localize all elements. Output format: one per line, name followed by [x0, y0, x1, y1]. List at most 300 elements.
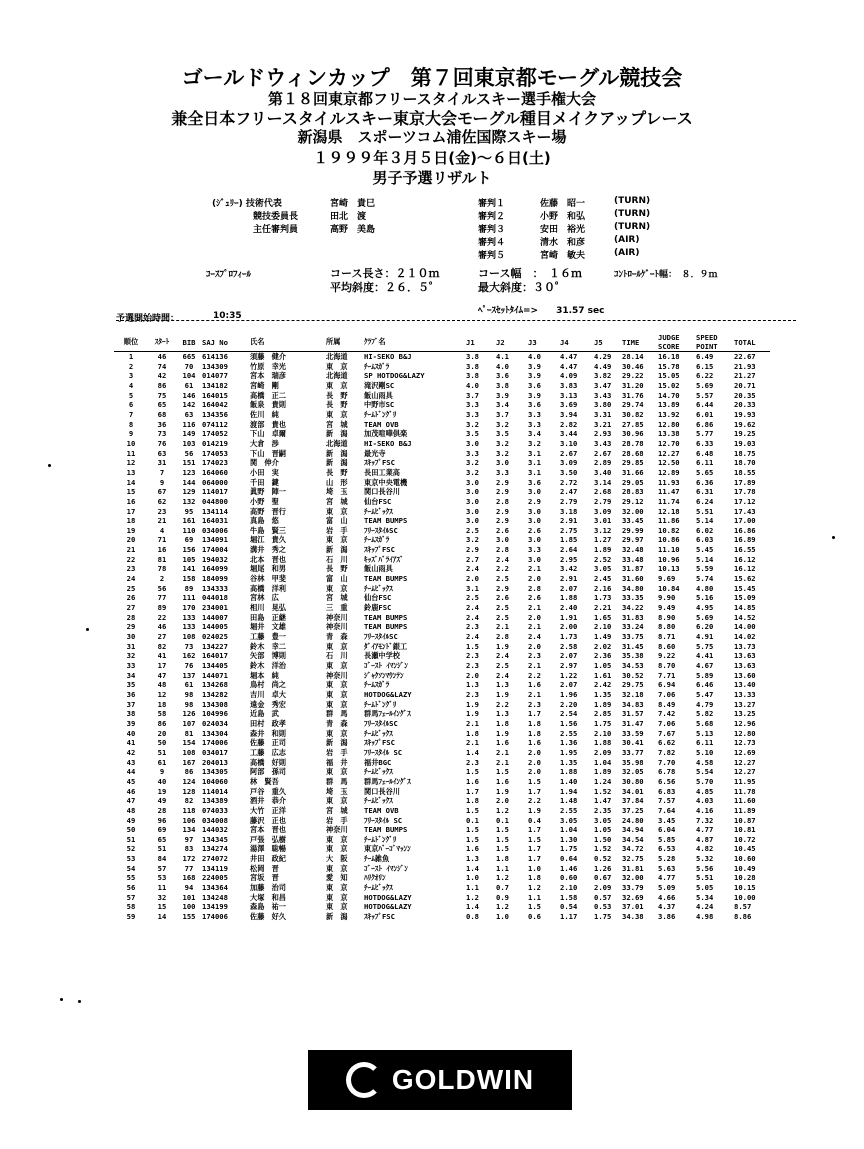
cell-pref: 北海道 [326, 371, 348, 381]
cell-judge-score: 3.86 [658, 912, 676, 922]
cell-total: 13.25 [734, 709, 756, 719]
cell-j4: 1.94 [560, 786, 578, 796]
cell-j3: 2.3 [528, 699, 541, 709]
cell-j3: 2.0 [528, 641, 541, 651]
cell-j5: 3.21 [594, 419, 612, 429]
cell-speed-point: 5.65 [696, 467, 714, 477]
cell-speed-point: 5.74 [696, 574, 714, 584]
cell-j5: 2.67 [594, 448, 612, 458]
cell-judge-score: 12.50 [658, 458, 680, 468]
cell-time: 28.68 [622, 448, 644, 458]
cell-time: 34.38 [622, 912, 644, 922]
cell-total: 14.02 [734, 632, 756, 642]
cell-bib: 128 [182, 786, 196, 796]
table-row [114, 400, 770, 410]
cell-pref: 富 山 [326, 574, 348, 584]
cell-j4: 0.64 [560, 854, 578, 864]
cell-saj-no: 274072 [202, 854, 228, 864]
cell-pref: 東 京 [326, 883, 348, 893]
cell-total: 15.09 [734, 593, 756, 603]
cell-rank: 11 [126, 448, 136, 458]
cell-time: 33.79 [622, 883, 644, 893]
cell-speed-point: 5.89 [696, 670, 714, 680]
cell-start: 84 [157, 854, 167, 864]
cell-j5: 4.49 [594, 361, 612, 371]
cell-club: ﾌﾘｰｽﾀｲﾙ SC [364, 747, 403, 757]
cell-speed-point: 4.77 [696, 825, 714, 835]
cell-j2: 2.1 [496, 747, 509, 757]
cell-bib: 129 [182, 487, 196, 497]
cell-name: 大倉 渉 [250, 438, 279, 448]
judge-label: 審判４ [478, 238, 506, 248]
cell-judge-score: 6.56 [658, 776, 676, 786]
cell-name: 田村 政孝 [250, 718, 286, 728]
cell-speed-point: 6.49 [696, 352, 714, 361]
cell-j4: 1.95 [560, 747, 578, 757]
cell-j1: 2.3 [466, 757, 479, 767]
cell-j4: 3.09 [560, 458, 578, 468]
col-total: TOTAL [734, 333, 770, 352]
cell-pref: 東 京 [326, 535, 348, 545]
cell-start: 51 [157, 844, 167, 854]
cell-speed-point: 5.75 [696, 641, 714, 651]
cell-name: 近島 武 [250, 709, 279, 719]
course-profile-label: ｺｰｽﾌﾟﾛﾌｨｰﾙ [206, 270, 252, 280]
table-row [114, 564, 770, 574]
cell-bib: 94 [184, 883, 194, 893]
cell-club: ﾁｰﾑﾋﾞｯｸｽ [364, 767, 393, 777]
cell-rank: 17 [126, 506, 136, 516]
cell-j3: 2.1 [528, 564, 541, 574]
cell-name: 関 伸介 [250, 458, 279, 468]
cell-start: 12 [157, 689, 167, 699]
cell-j5: 1.24 [594, 776, 612, 786]
cell-time: 37.01 [622, 902, 644, 912]
cell-saj-no: 014219 [202, 438, 228, 448]
cell-speed-point: 4.24 [696, 902, 714, 912]
cell-j3: 1.7 [528, 786, 541, 796]
cell-club: 東京中央電機 [364, 477, 408, 487]
cell-j5: 2.16 [594, 583, 612, 593]
cell-rank: 3 [128, 371, 134, 381]
cell-j2: 1.9 [496, 728, 509, 738]
cell-j4: 3.13 [560, 390, 578, 400]
cell-time: 37.25 [622, 805, 644, 815]
cell-j1: 1.9 [466, 709, 479, 719]
cell-start: 78 [157, 564, 167, 574]
cell-club: ｽｷｯﾌﾟFSC [364, 738, 395, 748]
cell-pref: 青 森 [326, 632, 348, 642]
cell-total: 18.55 [734, 467, 756, 477]
table-row [114, 883, 770, 893]
cell-name: 小野 聖 [250, 496, 279, 506]
cell-speed-point: 5.51 [696, 873, 714, 883]
cell-club: 仙台FSC [364, 496, 392, 506]
cell-j1: 1.4 [466, 902, 479, 912]
cell-name: 高橋 正二 [250, 390, 286, 400]
cell-club: TEAM BUMPS [364, 574, 408, 584]
cell-pref: 山 形 [326, 477, 348, 487]
cell-speed-point: 4.67 [696, 661, 714, 670]
cell-j5: 3.14 [594, 477, 612, 487]
scan-speck [832, 536, 835, 539]
cell-bib: 161 [182, 516, 196, 526]
cell-bib: 155 [182, 912, 196, 922]
cell-rank: 4 [128, 380, 134, 390]
cell-j5: 1.05 [594, 661, 612, 670]
cell-speed-point: 5.10 [696, 747, 714, 757]
table-row [114, 661, 770, 671]
cell-time: 33.45 [622, 516, 644, 526]
cell-j2: 1.2 [496, 805, 509, 815]
cell-rank: 44 [126, 767, 136, 777]
cell-judge-score: 10.82 [658, 525, 680, 535]
cell-club: 関口長谷川 [364, 487, 400, 497]
cell-name: 須藤 健介 [250, 352, 286, 361]
cell-rank: 7 [128, 409, 134, 419]
cell-time: 28.78 [622, 438, 644, 448]
cell-start: 81 [157, 554, 167, 564]
cell-start: 82 [157, 641, 167, 651]
cell-judge-score: 15.78 [658, 361, 680, 371]
cell-time: 28.83 [622, 487, 644, 497]
cell-rank: 31 [126, 641, 136, 651]
cell-j4: 3.44 [560, 429, 578, 439]
cell-saj-no: 134199 [202, 902, 228, 912]
cell-j4: 3.18 [560, 506, 578, 516]
cell-pref: 新 潟 [326, 912, 348, 922]
cell-judge-score: 7.82 [658, 747, 676, 757]
cell-j2: 2.4 [496, 554, 509, 564]
cell-pref: 青 森 [326, 718, 348, 728]
cell-j4: 1.56 [560, 718, 578, 728]
cell-judge-score: 11.10 [658, 545, 680, 555]
cell-speed-point: 5.16 [696, 593, 714, 603]
cell-speed-point: 5.69 [696, 612, 714, 622]
cell-saj-no: 044018 [202, 593, 228, 603]
cell-j4: 4.09 [560, 371, 578, 381]
cell-saj-no: 134274 [202, 844, 228, 854]
cell-start: 86 [157, 718, 167, 728]
cell-j5: 2.79 [594, 496, 612, 506]
cell-j4: 2.67 [560, 448, 578, 458]
cell-total: 11.95 [734, 776, 756, 786]
cell-bib: 124 [182, 776, 196, 786]
cell-j5: 3.82 [594, 371, 612, 381]
cell-j3: 1.8 [528, 718, 541, 728]
cell-j4: 0.54 [560, 902, 578, 912]
cell-j1: 3.2 [466, 458, 479, 468]
cell-start: 57 [157, 863, 167, 873]
cell-bib: 56 [184, 448, 194, 458]
cell-total: 8.57 [734, 902, 752, 912]
cell-speed-point: 5.56 [696, 863, 714, 873]
cell-club: 福井BGC [364, 757, 392, 767]
judge-label: 審判３ [478, 225, 506, 235]
cell-club: ｽｷｯﾌﾟFSC [364, 545, 395, 555]
cell-start: 53 [157, 873, 167, 883]
cell-j4: 2.10 [560, 883, 578, 893]
cell-j1: 3.3 [466, 448, 479, 458]
cell-total: 14.85 [734, 603, 756, 613]
cell-rank: 27 [126, 603, 136, 613]
cell-bib: 81 [184, 728, 194, 738]
cell-j1: 1.3 [466, 680, 479, 690]
cell-club: 飯山雨具 [364, 564, 393, 574]
event-line-3: 兼全日本フリースタイルスキー東京大会モーグル種目メイクアップレース [171, 109, 693, 128]
cell-bib: 82 [184, 796, 194, 806]
cell-j1: 3.2 [466, 467, 479, 477]
cell-club: ｽｷｯﾌﾟFSC [364, 912, 395, 922]
cell-j1: 3.2 [466, 419, 479, 429]
cell-start: 28 [157, 805, 167, 815]
cell-j2: 0.9 [496, 892, 509, 902]
cell-j1: 1.6 [466, 844, 479, 854]
cell-j3: 0.4 [528, 815, 541, 825]
cell-j3: 1.7 [528, 709, 541, 719]
cell-j2: 1.5 [496, 825, 509, 835]
cell-j3: 1.5 [528, 902, 541, 912]
cell-pref: 東 京 [326, 834, 348, 844]
cell-time: 32.69 [622, 892, 644, 902]
cell-j1: 3.0 [466, 477, 479, 487]
cell-speed-point: 4.98 [696, 912, 714, 922]
cell-club: 群馬ﾌｪｰﾙｲﾝｸﾞｽ [364, 709, 411, 719]
cell-speed-point: 6.24 [696, 496, 714, 506]
cell-pref: 石 川 [326, 554, 348, 564]
cell-j1: 2.3 [466, 689, 479, 699]
cell-judge-score: 16.18 [658, 352, 680, 361]
cell-name: 眞野 陣一 [250, 487, 286, 497]
cell-total: 13.63 [734, 651, 756, 661]
cell-bib: 141 [182, 564, 196, 574]
cell-speed-point: 6.11 [696, 738, 714, 748]
cell-time: 32.48 [622, 545, 644, 555]
cell-j4: 1.88 [560, 593, 578, 603]
cell-saj-no: 164017 [202, 651, 228, 661]
cell-start: 11 [157, 883, 167, 893]
cell-speed-point: 5.77 [696, 429, 714, 439]
cell-judge-score: 8.49 [658, 699, 676, 709]
cell-club: 飯山雨具 [364, 390, 393, 400]
cell-name: 宮本 晋也 [250, 825, 286, 835]
cell-start: 49 [157, 796, 167, 806]
cell-total: 21.93 [734, 361, 756, 371]
cell-j1: 2.1 [466, 738, 479, 748]
cell-speed-point: 4.95 [696, 603, 714, 613]
cell-j2: 2.6 [496, 525, 509, 535]
cell-club: HOTDOG&LAZY [364, 689, 412, 699]
logo-text: GOLDWIN [391, 1064, 535, 1095]
cell-j4: 2.82 [560, 419, 578, 429]
cell-time: 31.60 [622, 574, 644, 584]
cell-saj-no: 194032 [202, 554, 228, 564]
table-row [114, 584, 770, 594]
cell-bib: 61 [184, 680, 194, 690]
cell-saj-no: 174052 [202, 429, 228, 439]
cell-j5: 2.10 [594, 622, 612, 632]
cell-j3: 0.6 [528, 912, 541, 922]
start-time-value: 10:35 [213, 311, 242, 321]
cell-j1: 3.8 [466, 371, 479, 381]
cell-name: 相川 晃弘 [250, 603, 286, 613]
cell-club: ﾌﾘｰｽﾀｲﾙSC [364, 525, 398, 535]
cell-j5: 1.61 [594, 670, 612, 680]
cell-pref: 長 野 [326, 564, 348, 574]
judge-type: (TURN) [614, 209, 651, 219]
cell-j5: 4.29 [594, 352, 612, 361]
table-row [114, 603, 770, 613]
cell-j5: 3.31 [594, 409, 612, 419]
cell-j1: 2.5 [466, 525, 479, 535]
cell-name: 千田 鍵 [250, 477, 279, 487]
cell-rank: 22 [126, 554, 136, 564]
cell-j1: 1.4 [466, 863, 479, 873]
cell-pref: 東 京 [326, 863, 348, 873]
table-row [114, 613, 770, 623]
cell-j3: 3.0 [528, 516, 541, 526]
cell-saj-no: 064000 [202, 477, 228, 487]
table-row [114, 719, 770, 729]
cell-j4: 1.22 [560, 670, 578, 680]
official-role: 競技委員長 [253, 212, 299, 222]
cell-j5: 1.89 [594, 545, 612, 555]
cell-rank: 38 [126, 709, 136, 719]
cell-j5: 3.05 [594, 564, 612, 574]
cell-saj-no: 204013 [202, 757, 228, 767]
cell-judge-score: 9.22 [658, 651, 676, 661]
cell-j1: 3.3 [466, 409, 479, 419]
cell-pref: 新 潟 [326, 545, 348, 555]
cell-pref: 東 京 [326, 680, 348, 690]
cell-club: ﾁｰﾑ雑魚 [364, 854, 390, 864]
cell-j1: 3.5 [466, 429, 479, 439]
cell-j3: 2.8 [528, 583, 541, 593]
course-avg-slope: 平均斜度：２６．５゜ [330, 281, 440, 294]
cell-j3: 2.6 [528, 525, 541, 535]
cell-rank: 24 [126, 574, 136, 584]
cell-j5: 1.50 [594, 834, 612, 844]
cell-club: ﾀﾞｲｱﾓﾝﾄﾞ銀工 [364, 641, 408, 651]
cell-j5: 3.09 [594, 506, 612, 516]
cell-pref: 岩 手 [326, 525, 348, 535]
cell-judge-score: 8.60 [658, 641, 676, 651]
cell-total: 10.60 [734, 854, 756, 864]
cell-j4: 2.91 [560, 574, 578, 584]
cell-rank: 29 [126, 622, 136, 632]
cell-total: 10.28 [734, 873, 756, 883]
cell-j4: 2.91 [560, 516, 578, 526]
cell-judge-score: 6.83 [658, 786, 676, 796]
cell-name: 矢部 博則 [250, 651, 286, 661]
scan-speck [48, 464, 51, 467]
page-title: ゴールドウィンカップ 第７回東京都モーグル競技会 [181, 66, 683, 90]
cell-name: 藤沢 正也 [250, 815, 286, 825]
cell-saj-no: 174004 [202, 545, 228, 555]
cell-pref: 東 京 [326, 767, 348, 777]
cell-start: 2 [159, 574, 165, 584]
cell-pref: 東 京 [326, 641, 348, 651]
cell-saj-no: 074112 [202, 419, 228, 429]
cell-saj-no: 144005 [202, 622, 228, 632]
cell-start: 86 [157, 380, 167, 390]
cell-speed-point: 6.33 [696, 438, 714, 448]
cell-saj-no: 224005 [202, 873, 228, 883]
table-row [114, 806, 770, 816]
cell-speed-point: 6.20 [696, 622, 714, 632]
col-j5: J5 [594, 333, 622, 352]
official-name: 宮崎 貴巳 [330, 199, 376, 209]
cell-j2: 2.1 [496, 757, 509, 767]
cell-saj-no: 104996 [202, 709, 228, 719]
cell-speed-point: 6.01 [696, 409, 714, 419]
cell-j1: 2.3 [466, 622, 479, 632]
cell-time: 30.80 [622, 776, 644, 786]
cell-j1: 2.3 [466, 661, 479, 670]
cell-speed-point: 5.70 [696, 776, 714, 786]
cell-club: ﾁｰﾑﾋﾞｯｸｽ [364, 796, 393, 806]
cell-judge-score: 9.69 [658, 574, 676, 584]
cell-start: 96 [157, 815, 167, 825]
cell-bib: 76 [184, 661, 194, 670]
col-bib: BIB [176, 333, 202, 352]
cell-j3: 1.6 [528, 680, 541, 690]
cell-bib: 149 [182, 429, 196, 439]
cell-bib: 100 [182, 902, 196, 912]
cell-j2: 3.9 [496, 390, 509, 400]
cell-name: 谷林 甲斐 [250, 574, 286, 584]
cell-rank: 43 [126, 757, 136, 767]
cell-j3: 1.2 [528, 883, 541, 893]
cell-name: 堀井 文雄 [250, 622, 286, 632]
cell-bib: 133 [182, 612, 196, 622]
cell-j5: 1.65 [594, 612, 612, 622]
cell-pref: 大 阪 [326, 854, 348, 864]
cell-rank: 59 [126, 912, 136, 922]
cell-speed-point: 5.82 [696, 709, 714, 719]
cell-j5: 1.05 [594, 825, 612, 835]
cell-j3: 2.1 [528, 689, 541, 699]
cell-j3: 1.7 [528, 854, 541, 864]
cell-rank: 2 [128, 361, 134, 371]
cell-total: 16.12 [734, 554, 756, 564]
cell-j5: 2.09 [594, 747, 612, 757]
cell-saj-no: 134345 [202, 834, 228, 844]
cell-j3: 2.1 [528, 603, 541, 613]
cell-time: 31.83 [622, 612, 644, 622]
table-row [114, 632, 770, 642]
table-row [114, 516, 770, 526]
cell-start: 73 [157, 429, 167, 439]
cell-j4: 2.95 [560, 554, 578, 564]
cell-pref: 岩 手 [326, 747, 348, 757]
start-time-label: 予選開始時間： [116, 314, 180, 324]
cell-j2: 2.9 [496, 487, 509, 497]
cell-club: HI-SEKO B&J [364, 438, 412, 448]
cell-time: 31.47 [622, 718, 644, 728]
cell-total: 20.35 [734, 390, 756, 400]
cell-start: 51 [157, 747, 167, 757]
cell-j1: 2.5 [466, 593, 479, 603]
cell-rank: 26 [126, 593, 136, 603]
cell-saj-no: 144032 [202, 825, 228, 835]
cell-total: 12.69 [734, 747, 756, 757]
cell-j5: 2.09 [594, 883, 612, 893]
cell-j3: 1.8 [528, 728, 541, 738]
cell-time: 29.05 [622, 477, 644, 487]
cell-saj-no: 134305 [202, 767, 228, 777]
cell-saj-no: 114017 [202, 487, 228, 497]
